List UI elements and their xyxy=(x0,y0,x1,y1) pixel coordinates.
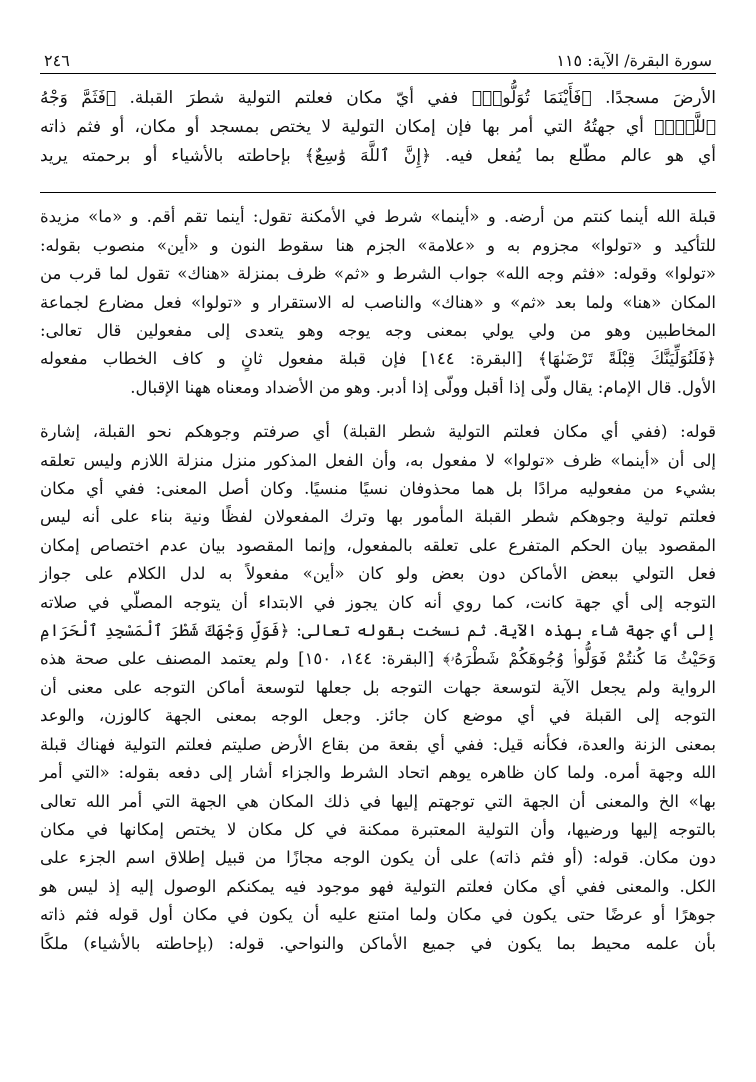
footnote-line: التوجه إلى القبلة في أي موضع كان جائز. وجعل الوجه بمعنى الجهة كالوزن، والوعد xyxy=(40,706,716,726)
footnote-line: «تولوا» وقوله: «فثم وجه الله» جواب الشرط و «ثم» ظرف بمنزلة «هناك» تقول لما قرب من xyxy=(40,264,716,284)
running-title: سورة البقرة/ الآية: ١١٥ xyxy=(556,51,712,70)
footnote-line: الله وجهة أمره. ولما كان ظاهره يوهم اتحاد الشرط والجزاء أشار إلى دفعه بقوله: «التي أمر xyxy=(40,763,716,783)
footnote-line: وَحَيْثُ مَا كُنتُمْ فَوَلُّوا۟ وُجُوهَكُمْ شَطْرَهُۥ﴾ [البقرة: ١٤٤، ١٥٠] ولم يعتمد المصنف على صحة هذه xyxy=(40,649,716,669)
page-header xyxy=(40,40,716,74)
footnote-line: الكل. والمعنى ففي أي مكان فعلتم التولية فهو موجود فيه يمكنكم الوصول إليه إذ ليس هو xyxy=(40,876,716,896)
footnote-line: بها» الخ والمعنى أن الجهة التي توجهتم إليها في ذلك المكان هي الجهة التي أمر الله تعالى xyxy=(40,791,716,811)
footnote-line: المقصود بيان الحكم المتفرع على تعلقه بالمفعول، وإنما المقصود بيان عدم اختصاص إمكان xyxy=(40,535,716,555)
main-text xyxy=(40,74,716,170)
footnote-line: الرواية ولم يجعل الآية لتوسعة جهات التوجه بل جعلها لتوسعة أماكن التوجه على معنى أن xyxy=(40,677,716,697)
footnotes-grammar xyxy=(40,203,716,402)
footnote-line: قبلة الله أينما كنتم من أرضه. و «أينما» شرط في الأمكنة تقول: أينما تقم أقم. و «ما» مزيدة xyxy=(40,207,716,227)
text-line: الأرضَ مسجدًا. ﴿فَأَيْنَمَا تُوَلُّوا۟﴾ ففي أيّ مكان فعلتم التولية شطرَ القبلة. ﴿فَثَمَّ وَجْهُ xyxy=(40,88,716,108)
footnotes-commentary xyxy=(40,418,716,958)
footnote-line: بشيء من مفعوليه مرادًا بل هما محذوفان نسيًا منسيًا. وكان أصل المعنى: ففي أي مكان xyxy=(40,479,716,499)
spacer xyxy=(40,402,716,418)
footnote-separator xyxy=(40,192,716,193)
footnote-line: دون مكان. قوله: (أو فثم ذاته) على أن يكون الوجه مجازًا من قبيل إطلاق اسم الجزء على xyxy=(40,848,716,868)
footnote-line: بالتوجه إليها ورضيها، وأن التولية المعتبرة ممكنة في كل مكان لا يختص إمكانها في مكان xyxy=(40,819,716,839)
footnote-line: إلى أي جهة شاء بهذه الآية. ثم نسخت بقوله تعالى: ﴿فَوَلِّ وَجْهَكَ شَطْرَ ٱلْمَسْجِدِ ٱلْحَرَامِ xyxy=(40,621,716,641)
footnote-line: للتأكيد و «تولوا» مجزوم به و «علامة» الجزم هنا سقوط النون و «أين» منصوب بقوله: xyxy=(40,235,716,255)
footnote-line: جوهرًا أو عرضًا حتى يكون في مكان ولما امتنع عليه أن يكون في مكان أول قوله فثم ذاته xyxy=(40,905,716,925)
footnote-line: بأن علمه محيط بما يكون في جميع الأماكن والنواحي. قوله: (بإحاطته بالأشياء) ملكًا xyxy=(40,933,716,953)
footnote-line: التوجه إلى أي جهة كانت، كما روي أنه كان يجوز في الابتداء أن يتوجه المصلّي في صلاته xyxy=(40,592,716,612)
page-number: ٢٤٦ xyxy=(44,51,70,70)
text-line: أي هو عالم مطّلع بما يُفعل فيه. ﴿إِنَّ ٱللَّهَ وَٰسِعٌ﴾ بإحاطته بالأشياء أو برحمته يريد xyxy=(40,145,716,166)
footnote-line: المكان «هنا» ولما بعد «ثم» و «هناك» والناصب له الاستقرار و «تولوا» فعل مضارع لجماعة xyxy=(40,292,716,312)
text-line: ٱللَّهِۚ﴾ أي جهتُهُ التي أمر بها فإن إمكان التولية لا يختص بمسجد أو مكان، أو فثم ذاته xyxy=(40,116,716,137)
footnote-line: قوله: (ففي أي مكان فعلتم التولية شطر القبلة) أي صرفتم وجوهكم نحو القبلة، إشارة xyxy=(40,422,716,442)
footnote-line: المخاطبين وهو من ولي يولي بمعنى وجه يوجه وهو يتعدى إلى مفعولين قال تعالى: xyxy=(40,321,716,341)
footnote-line: ﴿فَلَنُوَلِّيَنَّكَ قِبْلَةً تَرْضَىٰهَا﴾ [البقرة: ١٤٤] فإن قبلة مفعول ثانٍ و كاف الخطاب مفعوله xyxy=(40,349,716,369)
footnote-line: فعل التولي ببعض الأماكن دون بعض ولو كان «أين» مفعولاً به لدل الكلام على جواز xyxy=(40,564,716,584)
footnote-line: فعلتم تولية وجوهكم شطر القبلة المأمور بها وترك المفعولان لفظًا ونية بناء على أنه ليس xyxy=(40,507,716,527)
footnote-line: إلى أن «أينما» ظرف «تولوا» لا مفعول به، وأن الفعل المذكور منزل منزلة اللازم وليس تعلقه xyxy=(40,450,716,470)
footnote-line: الأول. قال الإمام: يقال ولّى إذا أقبل وولّى إذا أدبر. وهو من الأضداد ومعناه ههنا الإقبال. xyxy=(130,377,716,397)
footnote-line: بمعنى الزنة والعدة، فكأنه قيل: ففي أي بقعة من بقاع الأرض صليتم فعلتم التولية فهناك قبلة xyxy=(40,734,716,754)
page xyxy=(40,40,716,958)
